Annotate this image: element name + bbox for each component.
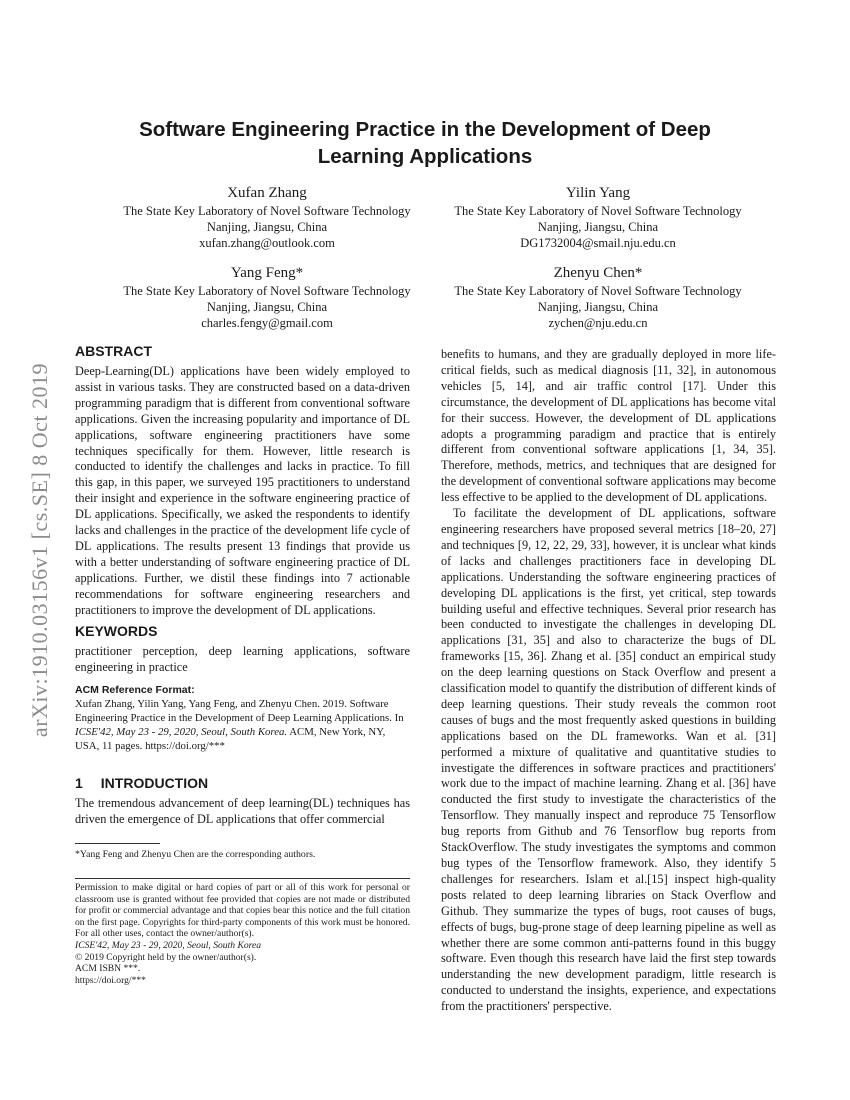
author-location: Nanjing, Jiangsu, China: [537, 220, 659, 234]
author-email[interactable]: zychen@nju.edu.cn: [548, 316, 648, 330]
footnote: *Yang Feng and Zhenyu Chen are the corresponding authors.: [75, 849, 410, 861]
keywords-body: [75, 644, 410, 676]
permission-block: [75, 882, 410, 986]
author-block: [97, 183, 437, 251]
keywords-text: practitioner perception, deep learning applications, software engineering in practice: [75, 644, 410, 674]
author-location: Nanjing, Jiangsu, China: [206, 220, 328, 234]
introduction-left-column: [75, 796, 410, 828]
permission-copyright: © 2019 Copyright held by the owner/author(s).: [75, 951, 257, 963]
arxiv-identifier: arXiv:1910.03156v1 [cs.SE] 8 Oct 2019: [27, 362, 52, 738]
author-name: Yilin Yang: [565, 185, 631, 201]
acm-reference-heading: ACM Reference Format:: [75, 684, 195, 696]
permission-doi[interactable]: https://doi.org/***: [75, 974, 146, 986]
author-block: [97, 263, 437, 331]
acm-reference-authors: Xufan Zhang, Yilin Yang, Yang Feng, and Zhenyu Chen. 2019. Software Engineering Practice in the Development of Deep Learning Applications. In: [75, 698, 404, 724]
author-name: Xufan Zhang: [227, 185, 307, 201]
author-name: Yang Feng*: [230, 265, 304, 281]
permission-text: Permission to make digital or hard copies of part or all of this work for personal or classroom use is granted without fee provided that copies are not made or distributed for profit or commercial advantage and that copies bear this notice and the full citation on the first page. Copyrights for third-party components of this work must be honored. For all other uses, contact the owner/author(s).: [75, 882, 410, 940]
author-affiliation: The State Key Laboratory of Novel Software Technology: [123, 204, 411, 218]
section-title: INTRODUCTION: [100, 775, 209, 791]
author-block: [428, 183, 768, 251]
author-affiliation: The State Key Laboratory of Novel Software Technology: [454, 204, 742, 218]
author-email[interactable]: xufan.zhang@outlook.com: [199, 236, 335, 250]
acm-reference-venue: ICSE'42, May 23 - 29, 2020, Seoul, South Korea.: [75, 726, 288, 738]
abstract-body: [75, 364, 410, 619]
author-affiliation: The State Key Laboratory of Novel Software Technology: [454, 284, 742, 298]
introduction-paragraph: To facilitate the development of DL applications, software engineering researchers have proposed several metrics [18–20, 27] and techniques [9, 12, 22, 29, 33], however, it is unclear what kinds of lacks and challenges practitioners face in developing DL applications. Understanding the software engineering practices of developing DL applications is the first, yet critical, step towards building useful and effective techniques. Several prior research has been conducted to investigate the challenges in developing DL applications [31, 35] and also to characterize the bugs of DL frameworks [15, 36]. Zhang et al. [35] conduct an empirical study on the deep learning questions on Stack Overflow and present a classification model to quantify the distribution of different kinds of deep learning questions. Their study reveals the common root causes of bugs and the most frequently asked questions in building applications based on the DL frameworks. Wan et al. [31] performed a mixture of qualitative and quantitative studies to investigate the differences in software practices and practitioners' work due to the impact of machine learning. Zhang et al. [36] have conducted the first study to investigate the characteristics of the Tensorflow. They manually inspect and reproduce 75 Tensorflow bug reports from Github and 76 Tensorflow bug reports from StackOverflow. The study investigates the symptoms and common bug types of the Tensorflow framework. Also, they identify 5 challenges for researchers. Islam et al.[15] inspect high-quality posts related to deep learning libraries on Stack Overflow and Github. They summarize the types of bugs, root causes of bugs, effects of bugs, bug-prone stage of deep learning pipeline as well as whether there are some common anti-patterns found in this buggy software. Even though this research have laid the first step towards understanding the new development paradigm, little research is conducted to understand the insights, experience, and expectations from the practitioners' perspective.: [441, 506, 776, 1014]
permission-isbn: ACM ISBN ***.: [75, 963, 141, 975]
author-location: Nanjing, Jiangsu, China: [537, 300, 659, 314]
introduction-heading: [75, 775, 208, 791]
introduction-paragraph: benefits to humans, and they are gradually deployed in more life-critical fields, such as medical diagnosis [11, 32], in autonomous vehicles [5, 14], and air traffic control [17]. Under this circumstance, the development of DL applications has become vital for their success. However, the development of DL applications adopts a programming paradigm and practice that is entirely different from conventional software applications [1, 34, 35]. Therefore, methods, metrics, and techniques that are designed for the development of conventional software applications may become less effective to be applied to the development of DL applications.: [441, 347, 776, 505]
section-number: 1: [75, 775, 83, 791]
permission-venue: ICSE'42, May 23 - 29, 2020, Seoul, South Korea: [75, 939, 262, 951]
keywords-heading: KEYWORDS: [75, 623, 158, 639]
author-email[interactable]: DG1732004@smail.nju.edu.cn: [520, 236, 676, 250]
author-affiliation: The State Key Laboratory of Novel Software Technology: [123, 284, 411, 298]
paper-title: Software Engineering Practice in the Development of Deep Learning Applications: [139, 118, 711, 168]
author-email[interactable]: charles.fengy@gmail.com: [201, 316, 333, 330]
author-location: Nanjing, Jiangsu, China: [206, 300, 328, 314]
introduction-right-column: [441, 347, 776, 1015]
acm-reference-format: [75, 684, 410, 753]
acm-reference-rest: ACM, New York, NY, USA, 11 pages. https://doi.org/***: [75, 726, 386, 752]
abstract-text: Deep-Learning(DL) applications have been widely employed to assist in various tasks. They are constructed based on a data-driven programming paradigm that is different from conventional software applications. Given the increasing popularity and importance of DL applications, software engineering practitioners have some techniques specifically for them. However, little research is conducted to identify the challenges and lacks in practice. To fill this gap, in this paper, we surveyed 195 practitioners to understand their insight and experience in the software engineering practice of DL applications. Specifically, we asked the respondents to identify lacks and challenges in the practice of the development life cycle of DL applications. The results present 13 findings that provide us with a better understanding of software engineering practice of DL applications. Further, we distil these findings into 7 actionable recommendations for software engineering researchers and practitioners to improve the development of DL applications.: [75, 364, 410, 617]
abstract-heading: ABSTRACT: [75, 343, 152, 359]
author-block: [428, 263, 768, 331]
author-name: Zhenyu Chen*: [553, 265, 643, 281]
introduction-text-start: The tremendous advancement of deep learning(DL) techniques has driven the emergence of DL applications that offer commercial: [75, 796, 410, 826]
acm-reference-text: [75, 697, 410, 753]
